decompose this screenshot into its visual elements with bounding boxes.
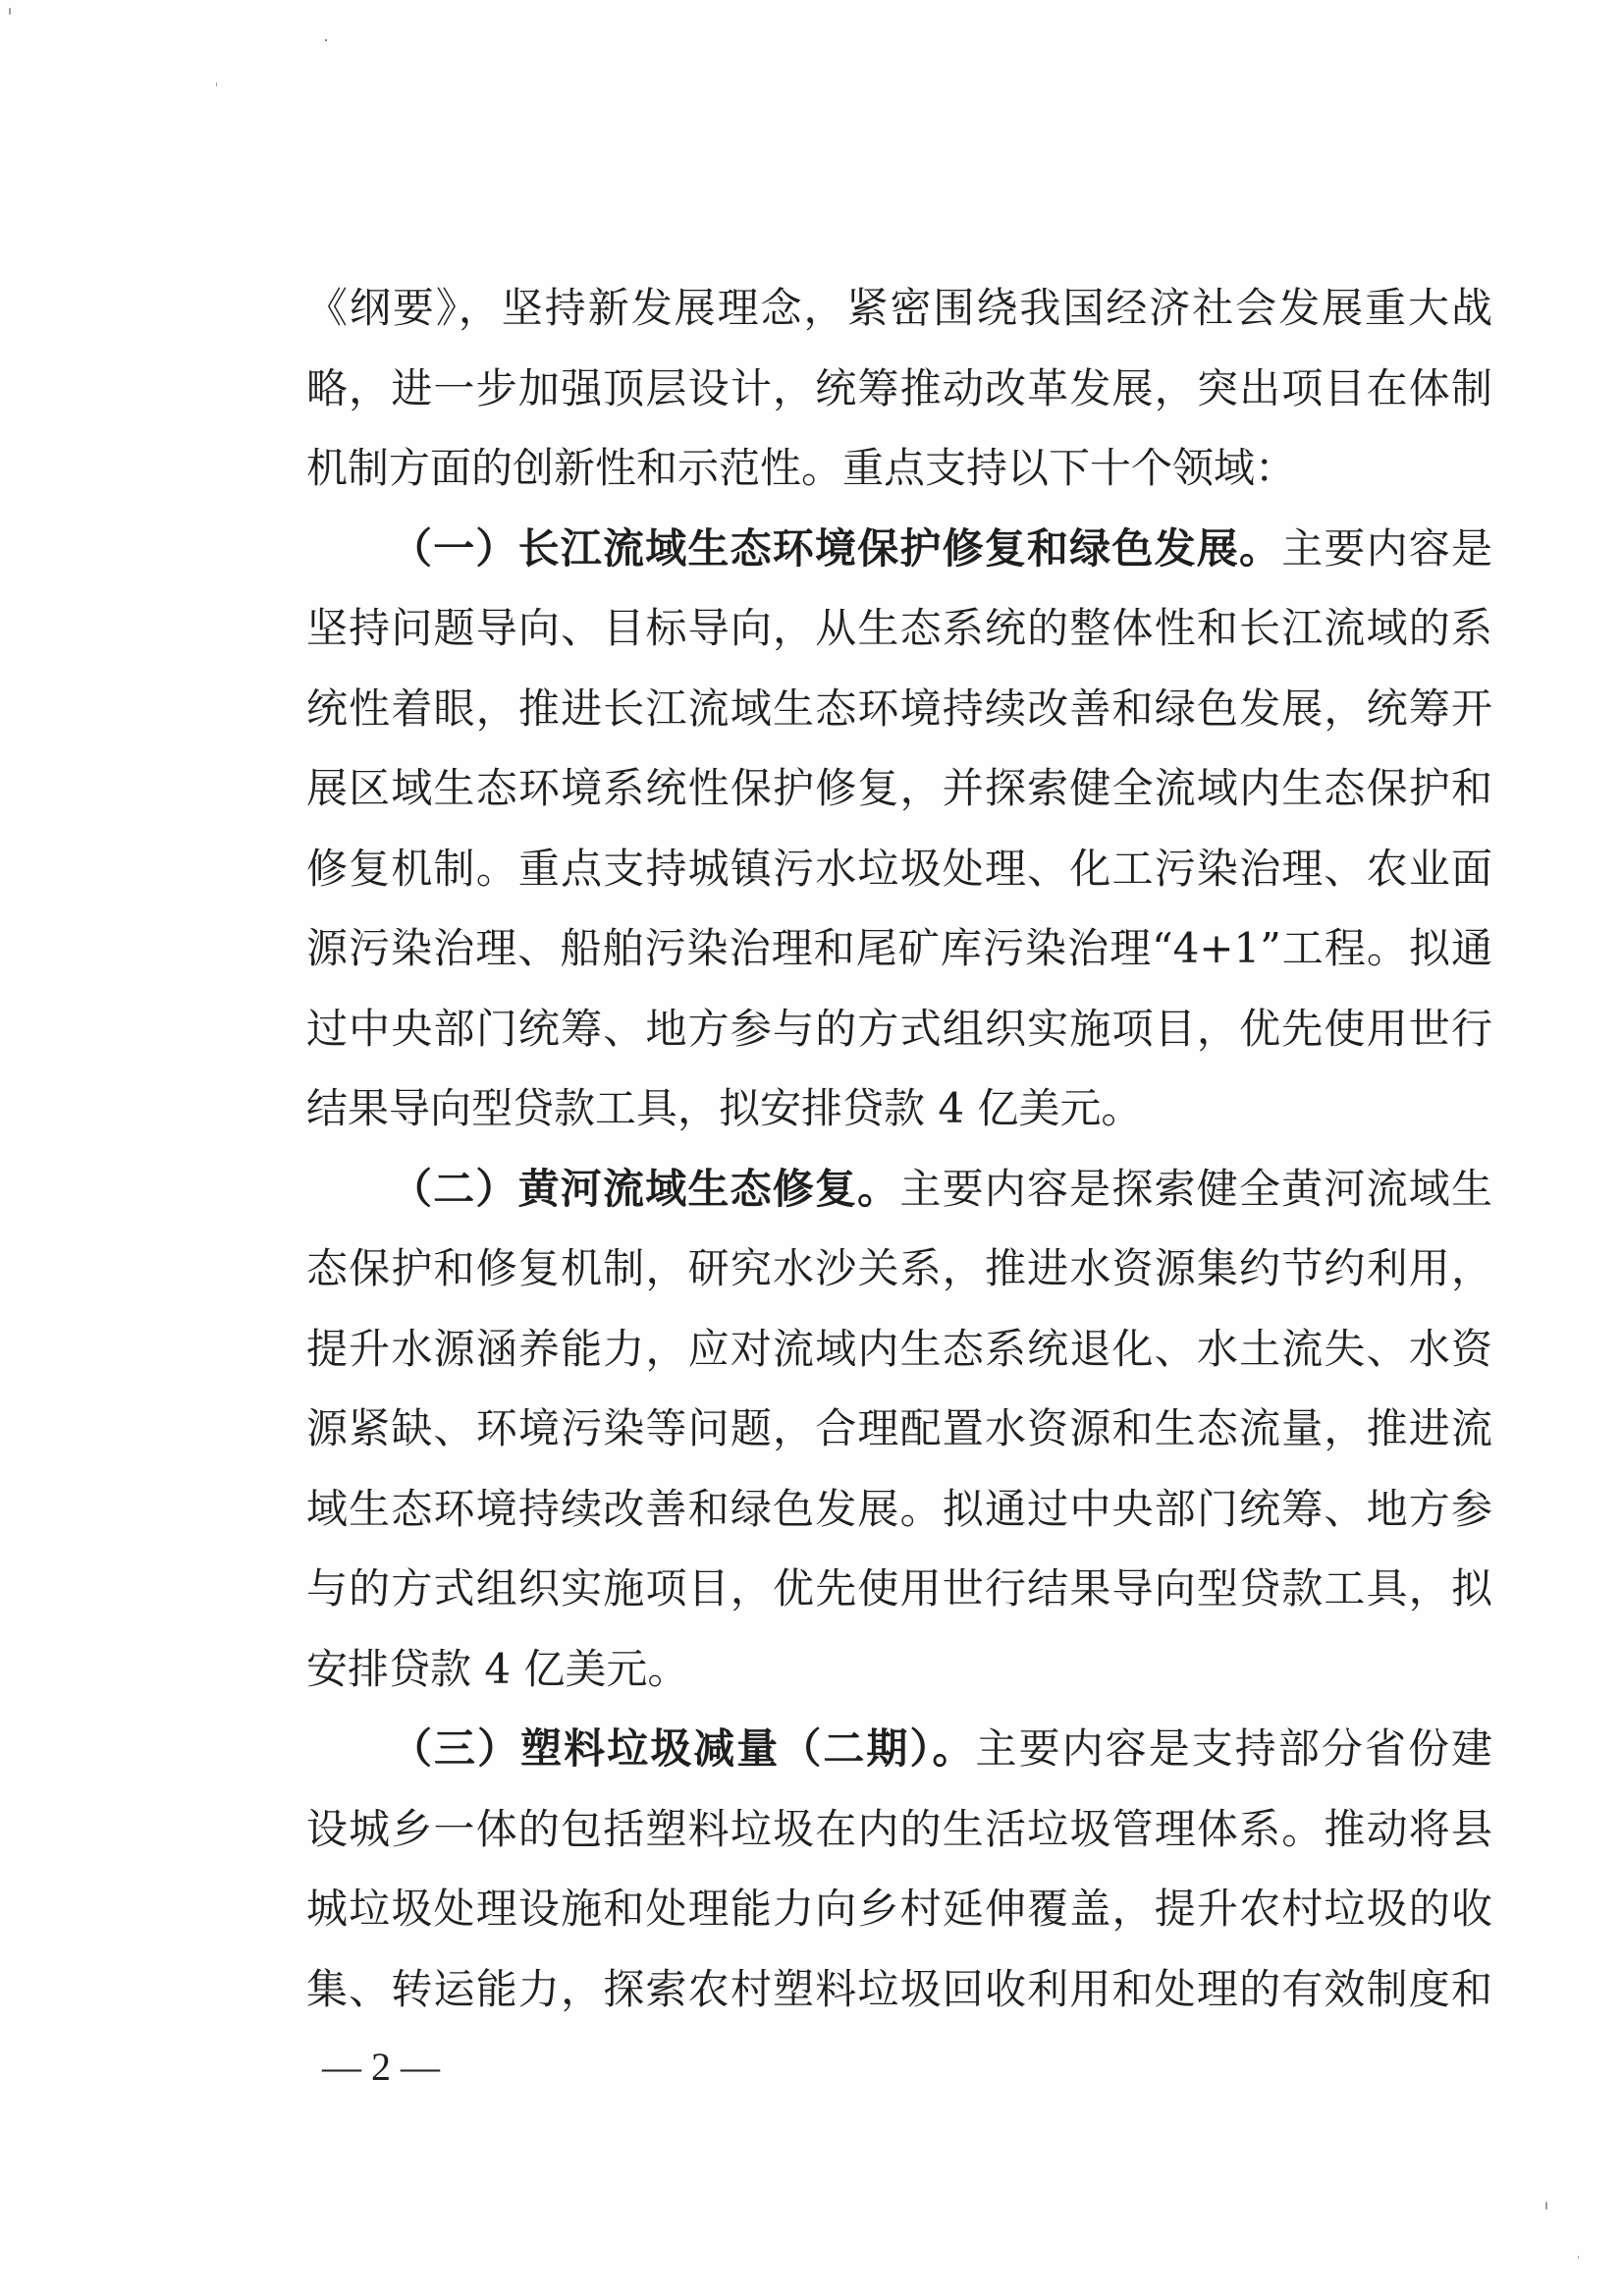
scan-speck: [9, 8, 11, 15]
text-line: 设城乡一体的包括塑料垃圾在内的生活垃圾管理体系。推动将县: [306, 1804, 1492, 1853]
section-1-lead: 主要内容是: [1281, 523, 1492, 573]
text-line: 《纲要》，坚持新发展理念，紧密围绕我国经济社会发展重大战: [306, 284, 1492, 332]
text-line: 统性着眼，推进长江流域生态环境持续改善和绿色发展，统筹开: [306, 683, 1492, 733]
text-line: 安排贷款 4 亿美元。: [306, 1644, 689, 1693]
text-line: 结果导向型贷款工具，拟安排贷款 4 亿美元。: [306, 1084, 1143, 1132]
text-line: 域生态环境持续改善和绿色发展。拟通过中央部门统筹、地方参: [306, 1484, 1492, 1533]
text-line: 机制方面的创新性和示范性。重点支持以下十个领域：: [306, 444, 1297, 492]
text-line: 展区域生态环境系统性保护修复，并探索健全流域内生态保护和: [306, 764, 1492, 812]
text-line: 源紧缺、环境污染等问题，合理配置水资源和生态流量，推进流: [306, 1404, 1492, 1452]
scan-speck: [325, 39, 327, 41]
section-3-lead: 主要内容是支持部分省份建: [975, 1724, 1492, 1773]
text-line: 坚持问题导向、目标导向，从生态系统的整体性和长江流域的系: [306, 604, 1492, 652]
section-heading-1: （一）长江流域生态环境保护修复和绿色发展。: [391, 523, 1282, 573]
text-line: 过中央部门统筹、地方参与的方式组织实施项目，优先使用世行: [306, 1004, 1492, 1053]
text-line: 态保护和修复机制，研究水沙关系，推进水资源集约节约利用，: [306, 1244, 1492, 1292]
text-line: 提升水源涵养能力，应对流域内生态系统退化、水土流失、水资: [306, 1324, 1492, 1373]
section-heading-2: （二）黄河流域生态修复。: [391, 1164, 900, 1213]
scan-speck: [216, 82, 217, 86]
section-3-first-line: [306, 1709, 1492, 1789]
section-heading-3: （三）塑料垃圾减量（二期）。: [391, 1724, 976, 1773]
text-line: 源污染治理、船舶污染治理和尾矿库污染治理“4+1”工程。拟通: [306, 924, 1492, 972]
text-line: 集、转运能力，探索农村塑料垃圾回收利用和处理的有效制度和: [306, 1964, 1492, 2013]
body-text: [306, 268, 1492, 2029]
section-2-first-line: [306, 1149, 1492, 1230]
text-line: 与的方式组织实施项目，优先使用世行结果导向型贷款工具，拟: [306, 1564, 1492, 1613]
text-line: 修复机制。重点支持城镇污水垃圾处理、化工污染治理、农业面: [306, 844, 1492, 893]
text-line: 城垃圾处理设施和处理能力向乡村延伸覆盖，提升农村垃圾的收: [306, 1885, 1492, 1933]
section-1-first-line: [306, 509, 1492, 589]
section-2-lead: 主要内容是探索健全黄河流域生: [899, 1164, 1492, 1213]
scan-speck: [1545, 2202, 1547, 2210]
page-number: — 2 —: [322, 2045, 440, 2089]
text-line: 略，进一步加强顶层设计，统筹推动改革发展，突出项目在体制: [306, 363, 1492, 412]
scan-speck: [1578, 2256, 1579, 2259]
